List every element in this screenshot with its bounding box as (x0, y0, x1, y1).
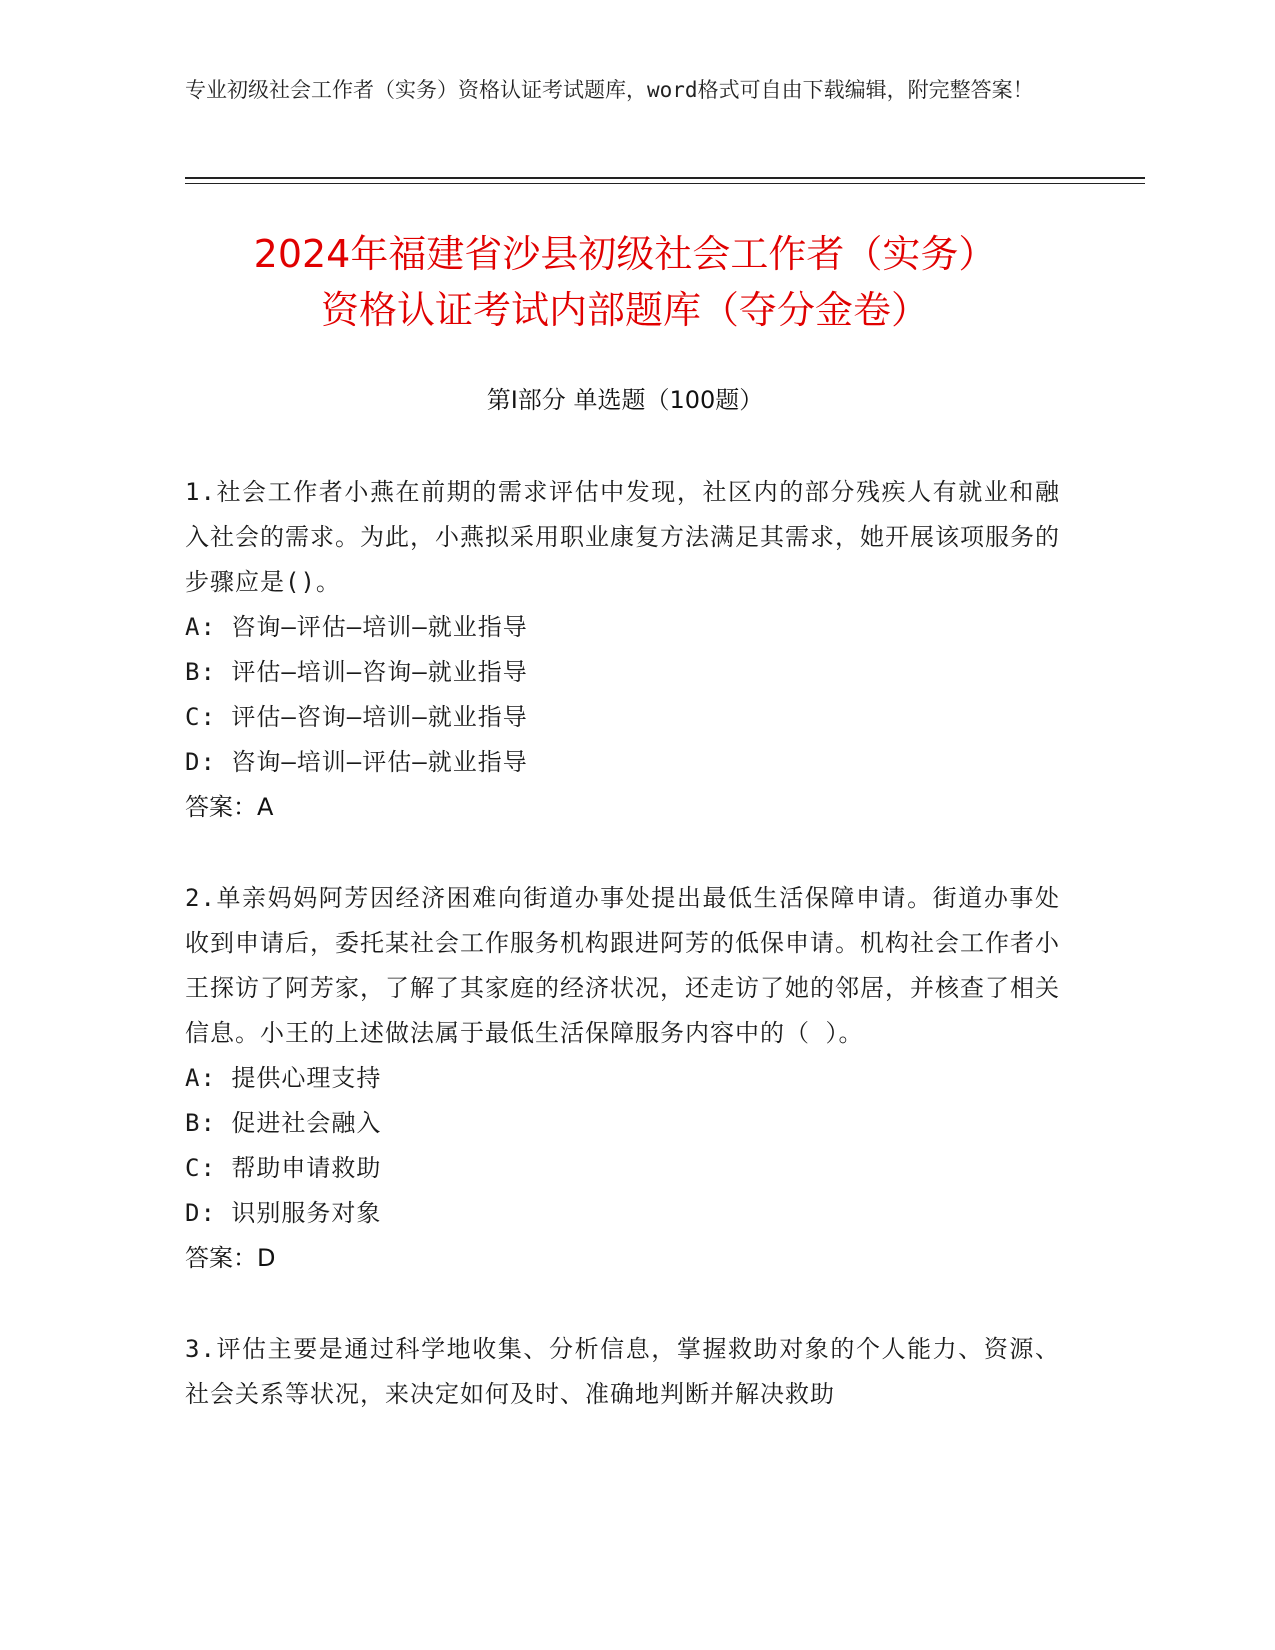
answer: 答案：A (185, 793, 274, 821)
option-c: C: 评估—咨询—培训—就业指导 (185, 703, 528, 731)
answer: 答案：D (185, 1244, 276, 1272)
option-c: C: 帮助申请救助 (185, 1154, 382, 1182)
document-title-line2: 资格认证考试内部题库（夺分金卷） (320, 288, 929, 332)
question-1 (185, 470, 1060, 830)
document-title (185, 226, 1065, 338)
question-3 (185, 1327, 1060, 1417)
option-b: B: 促进社会融入 (185, 1109, 382, 1137)
option-b: B: 评估—培训—咨询—就业指导 (185, 658, 528, 686)
question-text: 3.评估主要是通过科学地收集、分析信息，掌握救助对象的个人能力、资源、社会关系等状况，来决定如何及时、准确地判断并解决救助 (185, 1335, 1060, 1408)
option-d: D: 咨询—培训—评估—就业指导 (185, 748, 528, 776)
option-a: A: 咨询—评估—培训—就业指导 (185, 613, 528, 641)
question-list (185, 470, 1060, 1463)
header-divider-thin (185, 183, 1145, 184)
question-text: 1.社会工作者小燕在前期的需求评估中发现，社区内的部分残疾人有就业和融入社会的需求。为此，小燕拟采用职业康复方法满足其需求，她开展该项服务的步骤应是()。 (185, 478, 1060, 596)
option-a: A: 提供心理支持 (185, 1064, 382, 1092)
option-d: D: 识别服务对象 (185, 1199, 382, 1227)
question-text: 2.单亲妈妈阿芳因经济困难向街道办事处提出最低生活保障申请。街道办事处收到申请后，委托某社会工作服务机构跟进阿芳的低保申请。机构社会工作者小王探访了阿芳家，了解了其家庭的经济状况，还走访了她的邻居，并核查了相关信息。小王的上述做法属于最低生活保障服务内容中的（ ）。 (185, 884, 1060, 1047)
section-title: 第Ⅰ部分 单选题（100题） (486, 386, 764, 414)
document-title-line1: 2024年福建省沙县初级社会工作者（实务） (253, 232, 997, 276)
question-2 (185, 876, 1060, 1281)
header-note: 专业初级社会工作者（实务）资格认证考试题库，word格式可自由下载编辑，附完整答案！ (185, 78, 1034, 102)
header-divider-thick (185, 177, 1145, 179)
